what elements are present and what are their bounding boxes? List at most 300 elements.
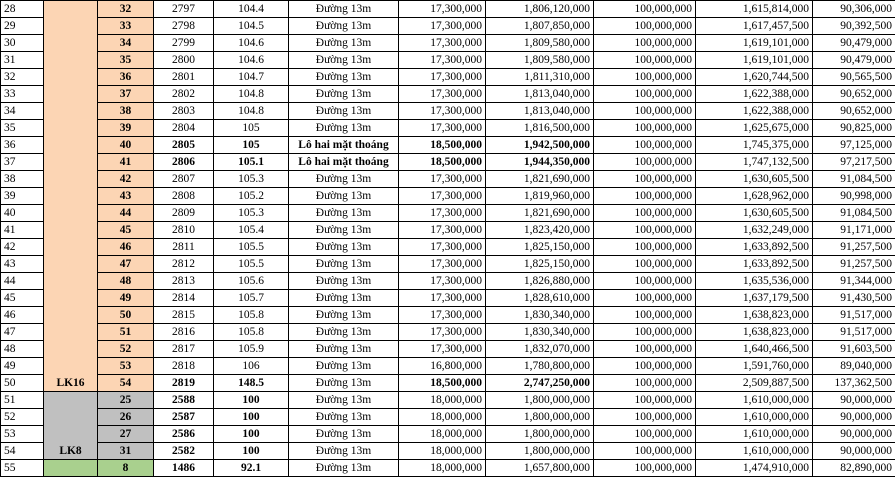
lot-code: 2803 [154,103,214,120]
remaining-cell: 1,633,892,500 [696,239,813,256]
deposit-cell: 100,000,000 [594,1,696,18]
table-row [1,205,895,222]
installment-cell: 91,257,500 [813,256,895,273]
deposit-cell: 100,000,000 [594,460,696,477]
lot-number: 37 [98,86,154,103]
block-label-lk16: LK16 [44,1,98,392]
row-number: 53 [1,426,44,443]
deposit-cell: 100,000,000 [594,69,696,86]
lot-code: 2804 [154,120,214,137]
installment-cell: 91,084,500 [813,205,895,222]
block-label-lk8: LK8 [44,392,98,460]
installment-cell: 91,603,500 [813,341,895,358]
table-row [1,120,895,137]
table-row [1,443,895,460]
lot-number: 27 [98,426,154,443]
row-number: 52 [1,409,44,426]
installment-cell: 90,565,500 [813,69,895,86]
lot-number: 50 [98,307,154,324]
installment-cell: 90,479,000 [813,52,895,69]
block-cell-empty [44,460,98,477]
total-price-cell: 1,821,690,000 [486,205,594,222]
table-row [1,154,895,171]
remaining-cell: 1,474,910,000 [696,460,813,477]
unit-price-cell: 17,300,000 [399,290,486,307]
installment-cell: 90,000,000 [813,392,895,409]
total-price-cell: 1,830,340,000 [486,324,594,341]
total-price-cell: 1,823,420,000 [486,222,594,239]
row-number: 45 [1,290,44,307]
unit-price-cell: 17,300,000 [399,18,486,35]
table-row [1,35,895,52]
remaining-cell: 1,745,375,000 [696,137,813,154]
table-row [1,409,895,426]
position-cell: Đường 13m [289,341,399,358]
lot-number: 51 [98,324,154,341]
row-number: 29 [1,18,44,35]
unit-price-cell: 17,300,000 [399,86,486,103]
row-number: 51 [1,392,44,409]
row-number: 39 [1,188,44,205]
position-cell: Đường 13m [289,18,399,35]
table-row [1,460,895,477]
area-cell: 100 [214,443,289,460]
deposit-cell: 100,000,000 [594,137,696,154]
row-number: 28 [1,1,44,18]
area-cell: 105.5 [214,239,289,256]
deposit-cell: 100,000,000 [594,443,696,460]
lot-code: 2797 [154,1,214,18]
remaining-cell: 1,628,962,000 [696,188,813,205]
lot-code: 2798 [154,18,214,35]
row-number: 49 [1,358,44,375]
unit-price-cell: 17,300,000 [399,205,486,222]
remaining-cell: 1,610,000,000 [696,443,813,460]
remaining-cell: 1,622,388,000 [696,86,813,103]
total-price-cell: 1,826,880,000 [486,273,594,290]
table-row [1,188,895,205]
remaining-cell: 1,610,000,000 [696,392,813,409]
table-row [1,341,895,358]
lot-number: 33 [98,18,154,35]
table-row [1,426,895,443]
remaining-cell: 1,617,457,500 [696,18,813,35]
remaining-cell: 1,638,823,000 [696,324,813,341]
remaining-cell: 1,625,675,000 [696,120,813,137]
installment-cell: 82,890,000 [813,460,895,477]
installment-cell: 91,084,500 [813,171,895,188]
total-price-cell: 1,825,150,000 [486,256,594,273]
table-row [1,290,895,307]
lot-number: 47 [98,256,154,273]
row-number: 43 [1,256,44,273]
unit-price-cell: 16,800,000 [399,358,486,375]
table-row [1,1,895,18]
position-cell: Đường 13m [289,120,399,137]
lot-number: 41 [98,154,154,171]
lot-number: 39 [98,120,154,137]
lot-number: 25 [98,392,154,409]
row-number: 40 [1,205,44,222]
lot-code: 2807 [154,171,214,188]
row-number: 50 [1,375,44,392]
lot-code: 2814 [154,290,214,307]
deposit-cell: 100,000,000 [594,52,696,69]
position-cell: Đường 13m [289,307,399,324]
lot-code: 2802 [154,86,214,103]
installment-cell: 91,344,000 [813,273,895,290]
position-cell: Đường 13m [289,103,399,120]
table-row [1,171,895,188]
unit-price-cell: 17,300,000 [399,103,486,120]
installment-cell: 90,652,000 [813,103,895,120]
remaining-cell: 1,619,101,000 [696,52,813,69]
row-number: 34 [1,103,44,120]
lot-number: 53 [98,358,154,375]
table-row [1,222,895,239]
area-cell: 105.5 [214,256,289,273]
remaining-cell: 1,632,249,000 [696,222,813,239]
area-cell: 105 [214,120,289,137]
position-cell: Đường 13m [289,35,399,52]
unit-price-cell: 17,300,000 [399,273,486,290]
installment-cell: 90,825,000 [813,120,895,137]
position-cell: Đường 13m [289,409,399,426]
total-price-cell: 1,800,000,000 [486,392,594,409]
table-row [1,324,895,341]
lot-number: 40 [98,137,154,154]
area-cell: 106 [214,358,289,375]
lot-code: 2809 [154,205,214,222]
deposit-cell: 100,000,000 [594,256,696,273]
lot-code: 2582 [154,443,214,460]
area-cell: 100 [214,409,289,426]
row-number: 30 [1,35,44,52]
deposit-cell: 100,000,000 [594,307,696,324]
deposit-cell: 100,000,000 [594,86,696,103]
deposit-cell: 100,000,000 [594,239,696,256]
deposit-cell: 100,000,000 [594,358,696,375]
lot-code: 2810 [154,222,214,239]
lot-code: 2815 [154,307,214,324]
remaining-cell: 1,591,760,000 [696,358,813,375]
deposit-cell: 100,000,000 [594,375,696,392]
lot-number: 8 [98,460,154,477]
remaining-cell: 1,630,605,500 [696,205,813,222]
total-price-cell: 1,800,000,000 [486,409,594,426]
lot-code: 2808 [154,188,214,205]
position-cell: Đường 13m [289,443,399,460]
lot-code: 2799 [154,35,214,52]
table-row [1,239,895,256]
area-cell: 105.9 [214,341,289,358]
unit-price-cell: 17,300,000 [399,341,486,358]
row-number: 48 [1,341,44,358]
row-number: 47 [1,324,44,341]
area-cell: 104.4 [214,1,289,18]
installment-cell: 91,517,000 [813,307,895,324]
lot-code: 2805 [154,137,214,154]
area-cell: 104.6 [214,52,289,69]
unit-price-cell: 17,300,000 [399,120,486,137]
total-price-cell: 1,832,070,000 [486,341,594,358]
table-row [1,52,895,69]
table-row [1,392,895,409]
unit-price-cell: 17,300,000 [399,324,486,341]
remaining-cell: 1,637,179,500 [696,290,813,307]
table-row [1,18,895,35]
position-cell: Đường 13m [289,188,399,205]
area-cell: 92.1 [214,460,289,477]
position-cell: Đường 13m [289,239,399,256]
deposit-cell: 100,000,000 [594,426,696,443]
position-cell: Đường 13m [289,460,399,477]
lot-number: 36 [98,69,154,86]
lot-number: 54 [98,375,154,392]
total-price-cell: 2,747,250,000 [486,375,594,392]
installment-cell: 91,517,000 [813,324,895,341]
deposit-cell: 100,000,000 [594,18,696,35]
unit-price-cell: 17,300,000 [399,52,486,69]
position-cell: Đường 13m [289,52,399,69]
total-price-cell: 1,830,340,000 [486,307,594,324]
remaining-cell: 1,610,000,000 [696,409,813,426]
deposit-cell: 100,000,000 [594,171,696,188]
unit-price-cell: 18,000,000 [399,426,486,443]
area-cell: 104.8 [214,86,289,103]
position-cell: Đường 13m [289,273,399,290]
lot-code: 2818 [154,358,214,375]
area-cell: 105 [214,137,289,154]
remaining-cell: 1,640,466,500 [696,341,813,358]
remaining-cell: 1,630,605,500 [696,171,813,188]
remaining-cell: 1,619,101,000 [696,35,813,52]
position-cell: Lô hai mặt thoáng [289,154,399,171]
unit-price-cell: 18,000,000 [399,460,486,477]
row-number: 35 [1,120,44,137]
unit-price-cell: 17,300,000 [399,1,486,18]
lot-code: 1486 [154,460,214,477]
deposit-cell: 100,000,000 [594,120,696,137]
installment-cell: 97,217,500 [813,154,895,171]
area-cell: 105.6 [214,273,289,290]
unit-price-cell: 17,300,000 [399,222,486,239]
position-cell: Đường 13m [289,375,399,392]
total-price-cell: 1,809,580,000 [486,52,594,69]
remaining-cell: 1,622,388,000 [696,103,813,120]
area-cell: 105.8 [214,307,289,324]
area-cell: 105.8 [214,324,289,341]
unit-price-cell: 18,000,000 [399,409,486,426]
remaining-cell: 1,638,823,000 [696,307,813,324]
total-price-cell: 1,807,850,000 [486,18,594,35]
deposit-cell: 100,000,000 [594,409,696,426]
table-row [1,86,895,103]
unit-price-cell: 18,500,000 [399,137,486,154]
position-cell: Đường 13m [289,426,399,443]
unit-price-cell: 17,300,000 [399,307,486,324]
total-price-cell: 1,780,800,000 [486,358,594,375]
remaining-cell: 1,747,132,500 [696,154,813,171]
row-number: 54 [1,443,44,460]
total-price-cell: 1,811,310,000 [486,69,594,86]
deposit-cell: 100,000,000 [594,222,696,239]
lot-code: 2817 [154,341,214,358]
total-price-cell: 1,800,000,000 [486,443,594,460]
total-price-cell: 1,821,690,000 [486,171,594,188]
installment-cell: 90,998,000 [813,188,895,205]
position-cell: Đường 13m [289,290,399,307]
deposit-cell: 100,000,000 [594,290,696,307]
row-number: 55 [1,460,44,477]
installment-cell: 89,040,000 [813,358,895,375]
table-row [1,375,895,392]
row-number: 46 [1,307,44,324]
remaining-cell: 1,633,892,500 [696,256,813,273]
row-number: 37 [1,154,44,171]
lot-number: 34 [98,35,154,52]
unit-price-cell: 17,300,000 [399,256,486,273]
lot-code: 2588 [154,392,214,409]
lot-number: 38 [98,103,154,120]
installment-cell: 90,000,000 [813,409,895,426]
unit-price-cell: 17,300,000 [399,239,486,256]
deposit-cell: 100,000,000 [594,324,696,341]
lot-code: 2800 [154,52,214,69]
deposit-cell: 100,000,000 [594,341,696,358]
area-cell: 100 [214,426,289,443]
lot-code: 2813 [154,273,214,290]
remaining-cell: 2,509,887,500 [696,375,813,392]
area-cell: 100 [214,392,289,409]
row-number: 31 [1,52,44,69]
row-number: 42 [1,239,44,256]
total-price-cell: 1,816,500,000 [486,120,594,137]
total-price-cell: 1,825,150,000 [486,239,594,256]
row-number: 33 [1,86,44,103]
lot-code: 2586 [154,426,214,443]
installment-cell: 90,000,000 [813,443,895,460]
total-price-cell: 1,800,000,000 [486,426,594,443]
position-cell: Đường 13m [289,205,399,222]
unit-price-cell: 17,300,000 [399,188,486,205]
area-cell: 104.6 [214,35,289,52]
lot-number: 26 [98,409,154,426]
position-cell: Đường 13m [289,256,399,273]
position-cell: Đường 13m [289,392,399,409]
area-cell: 105.1 [214,154,289,171]
area-cell: 105.3 [214,205,289,222]
unit-price-cell: 18,000,000 [399,392,486,409]
installment-cell: 90,479,000 [813,35,895,52]
lot-code: 2819 [154,375,214,392]
lot-number: 35 [98,52,154,69]
installment-cell: 90,392,500 [813,18,895,35]
lot-number: 46 [98,239,154,256]
lot-code: 2587 [154,409,214,426]
remaining-cell: 1,635,536,000 [696,273,813,290]
area-cell: 148.5 [214,375,289,392]
area-cell: 105.2 [214,188,289,205]
area-cell: 104.7 [214,69,289,86]
installment-cell: 90,306,000 [813,1,895,18]
lot-code: 2811 [154,239,214,256]
installment-cell: 97,125,000 [813,137,895,154]
lot-number: 45 [98,222,154,239]
total-price-cell: 1,657,800,000 [486,460,594,477]
remaining-cell: 1,610,000,000 [696,426,813,443]
unit-price-cell: 17,300,000 [399,69,486,86]
position-cell: Lô hai mặt thoáng [289,137,399,154]
lot-number: 49 [98,290,154,307]
unit-price-cell: 18,500,000 [399,154,486,171]
table-body [1,1,895,477]
deposit-cell: 100,000,000 [594,103,696,120]
row-number: 36 [1,137,44,154]
lot-number: 32 [98,1,154,18]
position-cell: Đường 13m [289,358,399,375]
lot-code: 2816 [154,324,214,341]
row-number: 44 [1,273,44,290]
area-cell: 105.3 [214,171,289,188]
lot-code: 2806 [154,154,214,171]
lot-number: 48 [98,273,154,290]
table-row [1,358,895,375]
table-row [1,103,895,120]
deposit-cell: 100,000,000 [594,273,696,290]
area-cell: 105.4 [214,222,289,239]
position-cell: Đường 13m [289,222,399,239]
deposit-cell: 100,000,000 [594,392,696,409]
area-cell: 104.5 [214,18,289,35]
lot-code: 2812 [154,256,214,273]
installment-cell: 90,000,000 [813,426,895,443]
unit-price-cell: 17,300,000 [399,35,486,52]
total-price-cell: 1,828,610,000 [486,290,594,307]
remaining-cell: 1,615,814,000 [696,1,813,18]
area-cell: 104.8 [214,103,289,120]
row-number: 32 [1,69,44,86]
table-row [1,273,895,290]
total-price-cell: 1,813,040,000 [486,103,594,120]
deposit-cell: 100,000,000 [594,205,696,222]
installment-cell: 90,652,000 [813,86,895,103]
row-number: 38 [1,171,44,188]
total-price-cell: 1,809,580,000 [486,35,594,52]
deposit-cell: 100,000,000 [594,35,696,52]
table-row [1,307,895,324]
installment-cell: 91,430,500 [813,290,895,307]
position-cell: Đường 13m [289,69,399,86]
total-price-cell: 1,942,500,000 [486,137,594,154]
installment-cell: 137,362,500 [813,375,895,392]
table-row [1,256,895,273]
deposit-cell: 100,000,000 [594,188,696,205]
row-number: 41 [1,222,44,239]
total-price-cell: 1,819,960,000 [486,188,594,205]
lot-code: 2801 [154,69,214,86]
total-price-cell: 1,806,120,000 [486,1,594,18]
installment-cell: 91,171,000 [813,222,895,239]
lot-number: 42 [98,171,154,188]
area-cell: 105.7 [214,290,289,307]
position-cell: Đường 13m [289,324,399,341]
deposit-cell: 100,000,000 [594,154,696,171]
position-cell: Đường 13m [289,171,399,188]
table-row [1,69,895,86]
lot-number: 44 [98,205,154,222]
unit-price-cell: 18,000,000 [399,443,486,460]
